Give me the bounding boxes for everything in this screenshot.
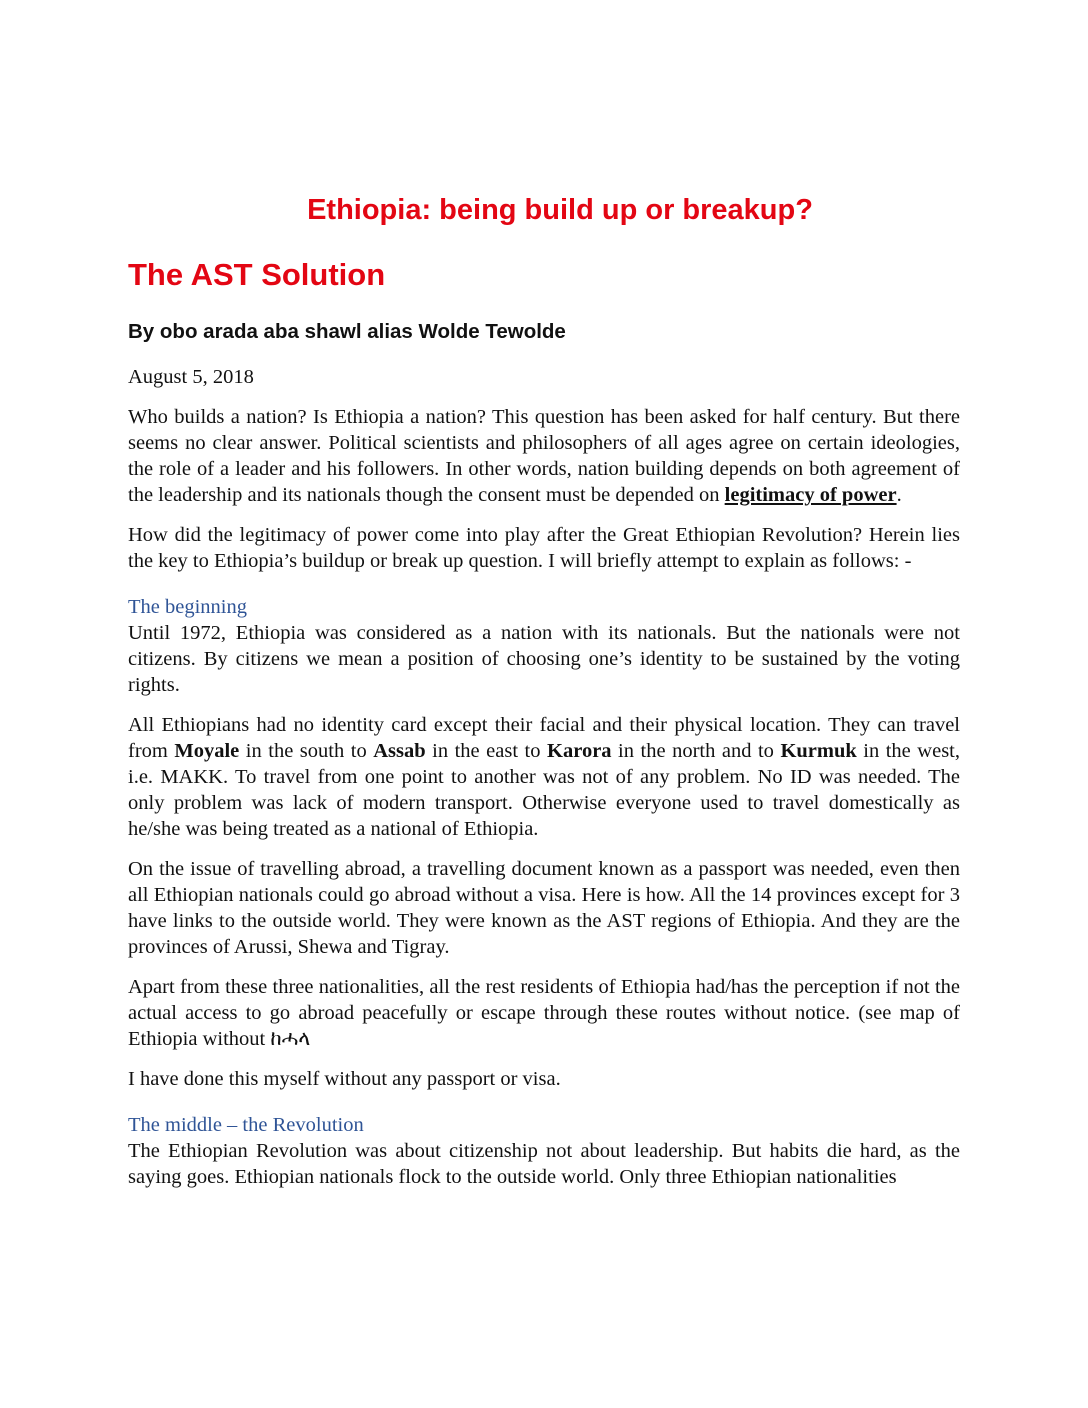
document-title: Ethiopia: being build up or breakup? xyxy=(307,194,813,226)
author-byline: By obo arada aba shawl alias Wolde Tewolde xyxy=(128,320,566,343)
legitimacy-of-power-emphasis: legitimacy of power xyxy=(724,484,897,506)
text-segment: in the west, i.e. MAKK. To travel from one point to another was not of any problem. No ID was needed. The only problem was lack of modern transport. Otherwise everyone used to travel domestically as he/she was being treated as a national of Ethiopia. xyxy=(128,740,960,840)
paragraph-done-myself: I have done this myself without any passport or visa. xyxy=(128,1068,561,1090)
place-moyale: Moyale xyxy=(174,740,240,762)
publication-date: August 5, 2018 xyxy=(128,366,254,388)
section-heading-beginning: The beginning xyxy=(128,596,247,618)
paragraph-legitimacy: How did the legitimacy of power come into play after the Great Ethiopian Revolution? Herein lies the key to Ethiopia’s buildup or break up question. I will briefly attempt to explain as follows: - xyxy=(128,524,960,572)
paragraph-revolution: The Ethiopian Revolution was about citizenship not about leadership. But habits die hard, as the saying goes. Ethiopian nationals flock to the outside world. Only three Ethiopian nationalities xyxy=(128,1140,960,1188)
place-kurmuk: Kurmuk xyxy=(780,740,857,762)
intro-paragraph xyxy=(128,404,960,508)
paragraph-three-nationalities: Apart from these three nationalities, all the rest residents of Ethiopia had/has the perception if not the actual access to go abroad peacefully or escape through these routes without notice. (see map of Ethiopia without ከሓላ xyxy=(128,976,960,1050)
text-segment: in the north and to xyxy=(611,740,781,762)
text-segment: in the south to xyxy=(239,740,374,762)
text-segment: in the east to xyxy=(425,740,548,762)
intro-text: Who builds a nation? Is Ethiopia a nation? This question has been asked for half century. But there seems no clear answer. Political scientists and philosophers of all ages agree on certain ideologies, the role of a leader and his followers. In other words, nation building depends on both agreement of the leadership and its nationals though the consent must be depended on xyxy=(128,406,960,506)
paragraph-until-1972: Until 1972, Ethiopia was considered as a nation with its nationals. But the nationals were not citizens. By citizens we mean a position of choosing one’s identity to be sustained by the voting rights. xyxy=(128,622,960,696)
place-karora: Karora xyxy=(547,740,612,762)
place-assab: Assab xyxy=(373,740,426,762)
document-subtitle: The AST Solution xyxy=(128,257,386,292)
paragraph-travelling-abroad: On the issue of travelling abroad, a travelling document known as a passport was needed, even then all Ethiopian nationals could go abroad without a visa. Here is how. All the 14 provinces except for 3 have links to the outside world. They were known as the AST regions of Ethiopia. And they are the provinces of Arussi, Shewa and Tigray. xyxy=(128,858,960,958)
section-heading-revolution: The middle – the Revolution xyxy=(128,1114,364,1136)
text-segment: All Ethiopians had no identity card except their facial and their physical location. They can travel from xyxy=(128,714,960,762)
paragraph-identity-card xyxy=(128,712,960,842)
intro-text-end: . xyxy=(896,484,902,506)
document-body xyxy=(128,190,960,1204)
